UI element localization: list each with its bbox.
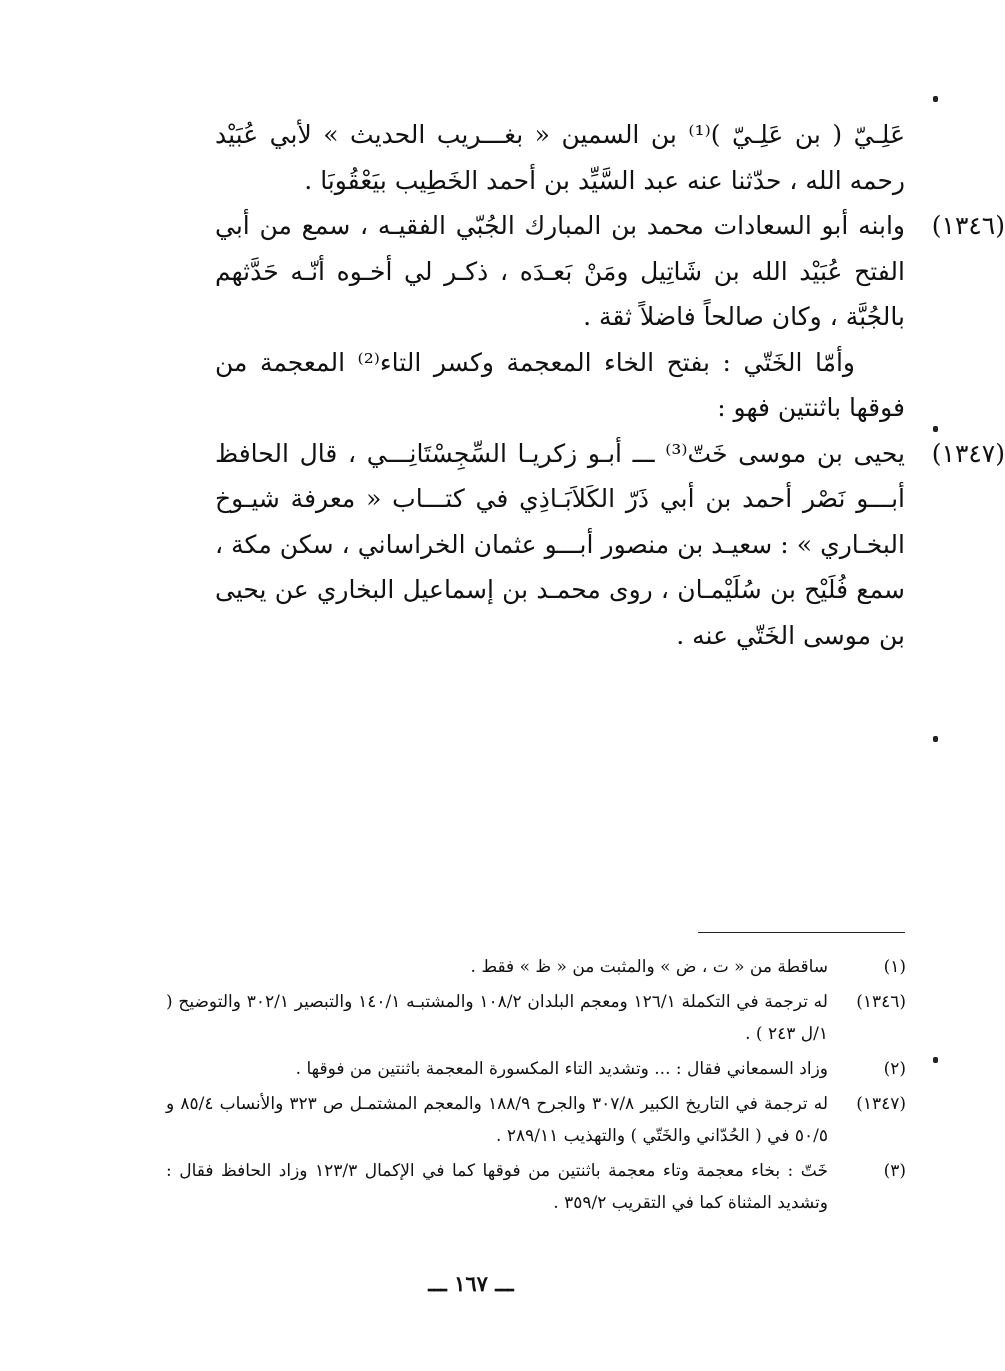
footnote xyxy=(166,1053,906,1085)
footnote xyxy=(166,951,906,983)
entry-1347 xyxy=(215,431,1005,659)
khatti-paragraph xyxy=(215,340,905,431)
main-text xyxy=(215,112,1005,658)
intro-text: عَلِـيّ ( بن عَلِـيّ )⁽¹⁾ بن السمين « بغـــريب الحديث » لأبي عُبَيْد رحمه الله ، حدّثنا عنه عبد السَّيِّد بن أحمد الخَطِيب بيَعْقُوبَا . xyxy=(215,120,905,195)
entry-text: يحيى بن موسى خَتّ⁽³⁾ ـــ أبـو زكريـا السِّجِسْتَانِـــي ، قال الحافظ أبـــو نَصْر أحمد بن أبي ذَرّ الكَلاَبَـاذِي في كتـــاب « معرفة شيـوخ البخـاري » : سعيـد بن منصور أبـــو عثمان الخراساني ، سكن مكة ، سمع فُلَيْح بن سُلَيْمـان ، روى محمـد بن إسماعيل البخاري عن يحيى بن موسى الخَتّي عنه . xyxy=(215,438,905,650)
khatti-text: وأمّا الخَتّي : بفتح الخاء المعجمة وكسر التاء⁽²⁾ المعجمة من فوقها باثنتين فهو : xyxy=(215,347,905,422)
scan-mark xyxy=(933,426,938,432)
entry-1346 xyxy=(215,203,1005,340)
footnote-text: ساقطة من « ت ، ض » والمثبت من « ظ » فقط . xyxy=(470,957,828,977)
footnotes xyxy=(166,951,906,1222)
page-number: ـــ ١٦٧ ـــ xyxy=(428,1271,514,1296)
scan-mark xyxy=(933,96,938,102)
footnote-divider xyxy=(698,932,905,933)
footnote xyxy=(166,1155,906,1219)
scan-mark xyxy=(933,1057,938,1063)
footnote-number: (٣) xyxy=(883,1161,906,1181)
footnote-number: (١٣٤٧) xyxy=(856,1094,906,1114)
footnote xyxy=(166,1088,906,1152)
entry-number: (١٣٤٧) xyxy=(931,438,1005,468)
entry-text: وابنه أبو السعادات محمد بن المبارك الجُبّي الفقيـه ، سمع من أبي الفتح عُبَيْد الله بن شَاتِيل ومَنْ بَعـدَه ، ذكـر لي أخـوه أنّـه حَدَّثهم بالجُبَّة ، وكان صالحاً فاضلاً ثقة . xyxy=(215,211,905,331)
footnote-number: (١٣٤٦) xyxy=(856,992,906,1012)
footnote-text: وزاد السمعاني فقال : ... وتشديد التاء المكسورة المعجمة باثنتين من فوقها . xyxy=(295,1059,828,1079)
entry-number: (١٣٤٦) xyxy=(931,211,1005,240)
footnote xyxy=(166,986,906,1050)
footnote-text: له ترجمة في التكملة ١٢٦/١ ومعجم البلدان ١٠٨/٢ والمشتبـه ١٤٠/١ والتبصير ٣٠٢/١ والتوضيح ( ١/ل ٢٤٣ ) . xyxy=(166,992,828,1044)
scan-mark xyxy=(933,736,938,742)
footnote-number: (٢) xyxy=(883,1059,906,1079)
footnote-text: له ترجمة في التاريخ الكبير ٣٠٧/٨ والجرح ١٨٨/٩ والمعجم المشتمـل ص ٣٢٣ والأنساب ٨٥/٤ و ٥٠/٥ في ( الحُدّاني والخَتّي ) والتهذيب ٢٨٩/١١ . xyxy=(166,1094,828,1146)
footnote-number: (١) xyxy=(883,957,906,977)
intro-paragraph xyxy=(215,112,905,203)
footnote-text: خَتّ : بخاء معجمة وتاء معجمة باثنتين من فوقها كما في الإكمال ١٢٣/٣ وزاد الحافظ فقال : وتشديد المثناة كما في التقريب ٣٥٩/٢ . xyxy=(166,1161,828,1213)
